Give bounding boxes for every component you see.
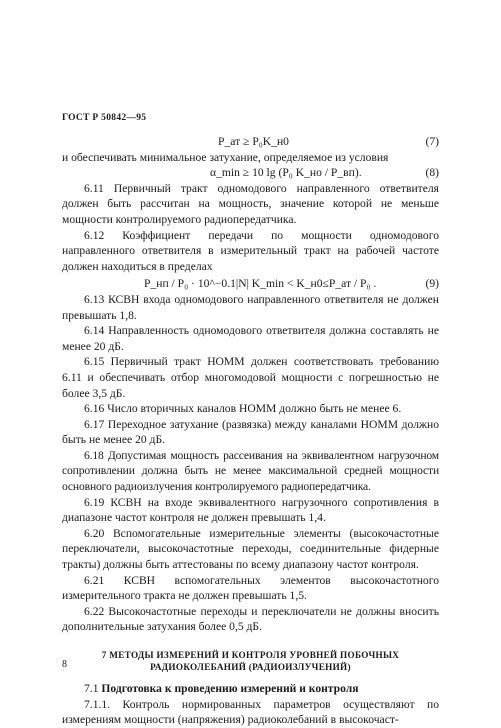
paragraph-6-22: 6.22 Высокочастотные переходы и переключатели не должны вносить дополнительные затухания более 0,5 дБ. (62, 604, 439, 634)
equation-8-number: (8) (425, 166, 439, 180)
document-body (62, 134, 439, 728)
equation-8 (62, 165, 439, 181)
page-number: 8 (62, 659, 67, 670)
equation-7-formula: P_ат ≥ P₀K_н0 (218, 135, 289, 148)
paragraph-6-15: 6.15 Первичный тракт НОММ должен соответствовать требованию 6.11 и обеспечивать отбор многомодовой мощности с погрешностью не более 3,5 дБ. (62, 355, 439, 400)
paragraph-6-21: 6.21 КСВН вспомогательных элементов высокочастотного измерительного тракта не должен превышать 1,5. (62, 573, 439, 603)
equation-9-formula: P_нп / P₀ · 10^−0.1|N| K_min < K_н0≤P_ат / P₀ . (144, 277, 377, 291)
subsection-7-1-number: 7.1 (84, 682, 99, 695)
equation-8-formula: α_min ≥ 10 lg (P₀ K_но / P_вп). (210, 166, 362, 180)
paragraph-6-11: 6.11 Первичный тракт одномодового направленного ответвителя должен быть рассчитан на мощность, значение которой не меньше мощности контролируемого радиопередатчика. (62, 181, 439, 226)
paragraph-6-20: 6.20 Вспомогательные измерительные элементы (высокочастотные переключатели, высокочастотные переходы, соединительные фидерные тракты) должны быть аттестованы по всему диапазону частот контроля. (62, 526, 439, 572)
paragraph-7-1-1: 7.1.1. Контроль нормированных параметров осуществляют по измерениям мощности (напряжения) радиоколебаний в высокочаст- (62, 697, 439, 727)
paragraph-6-14: 6.14 Направленность одномодового ответвителя должна составлять не менее 20 дБ. (62, 324, 439, 353)
paragraph-6-19: 6.19 КСВН на входе эквивалентного нагрузочного сопротивления в диапазоне частот контроля не должен превышать 1,4. (62, 495, 439, 525)
paragraph-6-13: 6.13 КСВН входа одномодового направленного ответвителя не должен превышать 1,8. (62, 292, 439, 322)
section-7-heading: 7 МЕТОДЫ ИЗМЕРЕНИЙ И КОНТРОЛЯ УРОВНЕЙ ПОБОЧНЫХ РАДИОКОЛЕБАНИЙ (РАДИОИЗЛУЧЕНИЙ) (101, 650, 400, 672)
subsection-7-1-title: Подготовка к проведению измерений и контроля (101, 682, 359, 695)
paragraph-eq8-intro: и обеспечивать минимальное затухание, определяемое из условия (62, 150, 389, 164)
subsection-7-1-heading (62, 681, 439, 697)
standard-header: ГОСТ Р 50842—95 (62, 113, 147, 123)
paragraph-6-12: 6.12 Коэффициент передачи по мощности одномодового направленного ответвителя в измерительный тракт на рабочей частоте должен находиться в пределах (62, 228, 439, 273)
equation-9-number: (9) (425, 277, 439, 291)
paragraph-6-18: 6.18 Допустимая мощность рассеивания на эквивалентном нагрузочном сопротивлении должна быть не менее максимальной средней мощности основного радиоизлучения контролируемого радиопередатчика. (62, 448, 439, 494)
equation-7-number: (7) (425, 135, 439, 148)
equation-7 (62, 134, 439, 150)
equation-9 (62, 276, 439, 292)
paragraph-6-16: 6.16 Число вторичных каналов НОММ должно быть не менее 6. (84, 402, 402, 416)
paragraph-6-17: 6.17 Переходное затухание (развязка) между каналами НОММ должно быть не менее 20 дБ. (62, 417, 439, 447)
